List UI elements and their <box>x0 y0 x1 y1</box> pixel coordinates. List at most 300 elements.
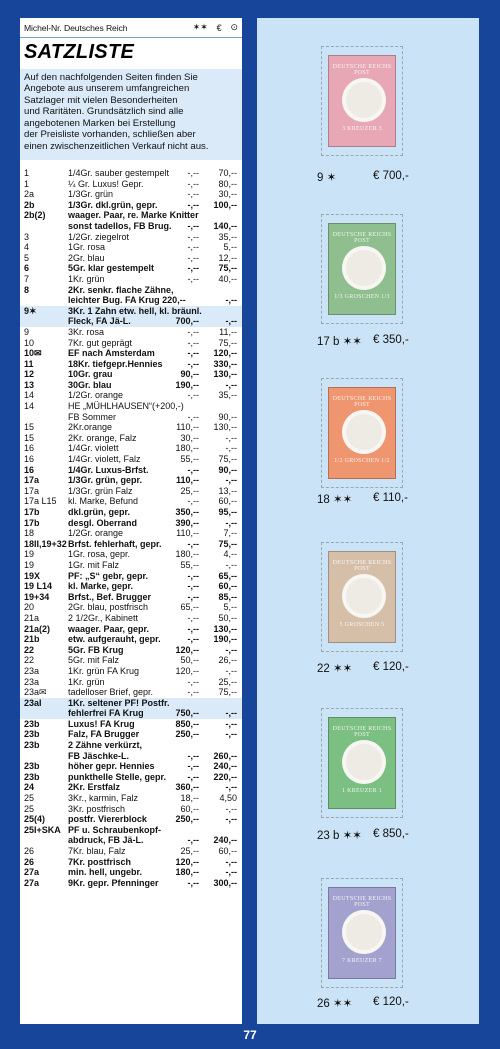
table-row <box>20 793 242 804</box>
table-row <box>20 179 242 190</box>
used-price: -,-- <box>225 432 237 443</box>
item-description: min. hell, ungebr. <box>68 867 143 878</box>
table-row <box>20 327 242 338</box>
item-description: 7Kr. postfrisch <box>68 856 132 867</box>
table-row <box>20 263 242 274</box>
used-price: 11,-- <box>219 326 237 337</box>
used-price: 70,-- <box>218 168 237 178</box>
used-price: 90,-- <box>218 411 237 422</box>
table-row <box>20 624 242 635</box>
table-row <box>20 369 242 380</box>
table-row <box>20 401 242 412</box>
intro-line: einen zwischenzeitlichen Verkauf nicht aus. <box>24 140 209 152</box>
used-price: 40,-- <box>218 273 237 284</box>
used-price: 65,-- <box>218 570 237 581</box>
stamp-image <box>321 214 403 324</box>
item-description: 3Kr. 1 Zahn etw. hell, kl. bräunl. <box>68 305 202 316</box>
used-price: -,-- <box>225 665 237 676</box>
table-row <box>20 306 242 317</box>
mint-price: -,-- <box>187 771 199 782</box>
table-row <box>20 390 242 401</box>
used-price: 7,-- <box>223 528 237 539</box>
item-description: 1/4Gr. Luxus-Brfst. <box>68 464 149 475</box>
item-description: 1Gr. rosa, gepr. <box>68 549 131 560</box>
mint-price: 700,-- <box>175 316 199 327</box>
item-number: 22 <box>24 644 35 655</box>
item-number: 14 <box>24 390 35 401</box>
used-price: -,-- <box>225 443 237 454</box>
mint-price: -,-- <box>187 496 199 507</box>
used-price: -,-- <box>225 729 237 740</box>
mint-price: -,-- <box>187 231 199 242</box>
item-description: 7Kr. gut geprägt <box>68 337 133 348</box>
mint-price: -,-- <box>187 220 199 231</box>
used-price: 35,-- <box>218 231 237 242</box>
item-number: 23a✉ <box>24 687 47 698</box>
item-description: 1/4Gr. violett, Falz <box>68 454 141 465</box>
page-title: SATZLISTE <box>24 41 135 63</box>
mint-price: -,-- <box>187 337 199 348</box>
euro-icon: € <box>216 22 222 33</box>
item-number: 26 <box>24 846 35 856</box>
item-description: höher gepr. Hennies <box>68 761 155 772</box>
table-row <box>20 751 242 762</box>
mint-price: 850,-- <box>175 718 199 729</box>
used-price: 13,-- <box>218 485 237 496</box>
mint-price: -,-- <box>187 242 199 253</box>
mint-price: -,-- <box>187 623 199 634</box>
item-number: 4 <box>24 242 30 253</box>
table-row <box>20 528 242 539</box>
mint-price: 110,-- <box>176 422 199 433</box>
table-row <box>20 285 242 296</box>
table-row <box>20 581 242 592</box>
mint-price: 55,-- <box>180 454 199 465</box>
used-price: -,-- <box>225 718 237 729</box>
table-row <box>20 708 242 719</box>
used-price: 5,-- <box>223 602 237 613</box>
item-number: 12 <box>24 369 35 380</box>
used-price: 130,-- <box>213 369 237 380</box>
embossed-eagle-oval <box>342 910 386 954</box>
item-description: Fleck, FA Jä-L. <box>68 316 131 327</box>
item-number: 19X <box>24 570 41 581</box>
item-number: 13 <box>24 379 35 390</box>
table-row <box>20 253 242 264</box>
table-row <box>20 867 242 878</box>
item-description: 5Gr. klar gestempelt <box>68 263 155 274</box>
item-number: 1 <box>24 168 30 178</box>
mint-price: -,-- <box>187 168 199 178</box>
item-number: 21a <box>24 612 40 623</box>
item-description: kl. Marke, gepr. <box>68 581 134 592</box>
mint-price: -,-- <box>187 189 199 200</box>
item-number: 15 <box>24 432 35 443</box>
item-description: punkthelle Stelle, gepr. <box>68 771 167 782</box>
item-number: 17a <box>24 485 40 496</box>
used-price: -,-- <box>225 295 237 306</box>
table-row <box>20 666 242 677</box>
stamp-catalog-number: 17 b ✶✶ <box>317 336 362 348</box>
used-price: 60,-- <box>218 846 237 856</box>
used-price: -,-- <box>225 856 237 867</box>
stamp-catalog-number: 22 ✶✶ <box>317 663 353 675</box>
item-description: postfr. Viererblock <box>68 814 147 825</box>
stamp-inscription: DEUTSCHE REICHS POST <box>332 560 392 572</box>
item-description: 5Gr. FB Krug <box>68 644 124 655</box>
table-row <box>20 539 242 550</box>
stamp-inscription: DEUTSCHE REICHS POST <box>332 726 392 738</box>
used-price: 75,-- <box>218 538 237 549</box>
table-row <box>20 835 242 846</box>
item-number: 19 L14 <box>24 581 53 592</box>
stamp-price: € 120,- <box>373 996 409 1008</box>
item-number: 21b <box>24 634 40 645</box>
table-row <box>20 221 242 232</box>
used-price: 60,-- <box>218 581 237 592</box>
item-description: 1Gr. rosa <box>68 242 106 253</box>
item-description: 2Kr. senkr. flache Zähne, <box>68 284 174 295</box>
item-description: abdruck, FB Jä-L. <box>68 835 144 846</box>
item-description: 2Gr. blau <box>68 252 105 263</box>
stamp-catalog-number: 18 ✶✶ <box>317 494 353 506</box>
stamp-image <box>321 46 403 156</box>
item-number: 26 <box>24 856 35 867</box>
intro-line: Satzlager mit vielen Besonderheiten <box>24 94 178 106</box>
table-row <box>20 782 242 793</box>
item-number: 18II,19+32 <box>24 538 67 549</box>
item-number: 22 <box>24 655 35 666</box>
intro-line: angebotenen Marken bei Erstellung <box>24 117 176 129</box>
table-row <box>20 496 242 507</box>
mint-price: 750,-- <box>175 708 199 719</box>
table-row <box>20 655 242 666</box>
item-description: 1/4Gr. sauber gestempelt <box>68 168 170 178</box>
mint-price: -,-- <box>187 761 199 772</box>
item-number: 16 <box>24 454 35 465</box>
table-row <box>20 804 242 815</box>
used-price: 75,-- <box>218 263 237 274</box>
stamp-face <box>328 551 396 643</box>
item-number: 21a(2) <box>24 623 51 634</box>
used-price: 90,-- <box>218 464 237 475</box>
intro-line: Angebote aus unserem umfangreichen <box>24 83 190 95</box>
used-price: 25,-- <box>218 676 237 687</box>
stamp-denomination: 3 KREUZER 3 <box>342 126 382 132</box>
item-number: 17b <box>24 517 40 528</box>
table-row <box>20 857 242 868</box>
item-number: 23b <box>24 740 40 751</box>
price-list-panel <box>20 18 242 1024</box>
stamp-catalog-number: 26 ✶✶ <box>317 998 353 1010</box>
item-number: 23aI <box>24 697 42 708</box>
item-number: 25 <box>24 803 35 814</box>
item-number: 8 <box>24 284 30 295</box>
mint-price: -,-- <box>187 348 199 359</box>
mint-price: -,-- <box>187 634 199 645</box>
item-description: 1/3Gr. dkl.grün, gepr. <box>68 199 158 210</box>
stamp-image <box>321 878 403 988</box>
used-price: 130,-- <box>213 422 237 433</box>
used-price: -,-- <box>225 379 237 390</box>
mint-price: 250,-- <box>175 729 199 740</box>
stamp-face <box>328 55 396 147</box>
item-number: 7 <box>24 273 30 284</box>
item-number: 9✶ <box>24 305 37 316</box>
item-description: kl. Marke, Befund <box>68 496 139 507</box>
embossed-eagle-oval <box>342 410 386 454</box>
used-price: 75,-- <box>218 687 237 698</box>
table-row <box>20 359 242 370</box>
table-row <box>20 602 242 613</box>
item-number: 14 <box>24 401 35 412</box>
mint-price: -,-- <box>187 835 199 846</box>
item-number: 23b <box>24 761 40 772</box>
table-row <box>20 242 242 253</box>
mint-price: 120,-- <box>175 644 199 655</box>
item-description: 1/3Gr. grün Falz <box>68 485 133 496</box>
stamp-face <box>328 717 396 809</box>
mint-price: 180,-- <box>175 867 199 878</box>
item-number: 19+34 <box>24 591 50 602</box>
item-number: 10✉ <box>24 348 42 359</box>
item-number: 27a <box>24 867 40 878</box>
table-row <box>20 878 242 889</box>
mint-price: -,-- <box>187 358 199 369</box>
table-row <box>20 592 242 603</box>
item-description: 1Gr. mit Falz <box>68 559 120 570</box>
used-price: 4,50 <box>219 793 237 804</box>
intro-line: Auf den nachfolgenden Seiten finden Sie <box>24 72 198 83</box>
used-price: 300,-- <box>213 877 237 888</box>
table-row <box>20 825 242 836</box>
table-row <box>20 677 242 688</box>
used-price: -,-- <box>225 867 237 878</box>
item-description: waager. Paar, gepr. <box>68 623 150 634</box>
mint-price: -,-- <box>187 411 199 422</box>
mint-price: -,-- <box>187 273 199 284</box>
item-description: 1/3Gr. grün <box>68 189 114 200</box>
item-description: 2Kr. Erstfalz <box>68 782 121 793</box>
table-row <box>20 613 242 624</box>
item-description: 1Kr. seltener PF! Postfr. <box>68 697 170 708</box>
item-description: 1/2Gr. ziegelrot <box>68 231 130 242</box>
table-row <box>20 200 242 211</box>
table-row <box>20 189 242 200</box>
item-description: Brfst., Bef. Brugger <box>68 591 152 602</box>
item-description: 3Kr. rosa <box>68 326 105 337</box>
item-number: 10 <box>24 337 35 348</box>
item-number: 19 <box>24 549 35 560</box>
item-description: 7Kr. blau, Falz <box>68 846 126 856</box>
item-number: 2b(2) <box>24 210 46 221</box>
mint-price: -,-- <box>187 676 199 687</box>
used-price: 4,-- <box>223 549 237 560</box>
table-row <box>20 295 242 306</box>
table-row <box>20 412 242 423</box>
mint-price: 30,-- <box>180 432 199 443</box>
catalog-heading: Michel-Nr. Deutsches Reich <box>24 22 128 33</box>
stamp-denomination: 1/3 GROSCHEN 1/3 <box>334 294 390 300</box>
mint-price: -,-- <box>187 687 199 698</box>
item-number: 6 <box>24 263 30 274</box>
stamp-image <box>321 708 403 818</box>
item-number: 16 <box>24 464 35 475</box>
table-row <box>20 687 242 698</box>
item-description: 9Kr. gepr. Pfenninger <box>68 877 159 888</box>
mint-price: 50,-- <box>180 655 199 666</box>
item-description: 1/2Gr. orange <box>68 390 124 401</box>
embossed-eagle-oval <box>342 740 386 784</box>
mint-price: 120,-- <box>175 665 199 676</box>
item-number: 23a <box>24 665 40 676</box>
table-row <box>20 232 242 243</box>
table-row <box>20 465 242 476</box>
stamp-inscription: DEUTSCHE REICHS POST <box>332 896 392 908</box>
item-description: PF: „S“ gebr, gepr. <box>68 570 149 581</box>
item-description: dkl.grün, gepr. <box>68 507 131 517</box>
used-price: -,-- <box>225 814 237 825</box>
stamp-catalog-number: 23 b ✶✶ <box>317 830 362 842</box>
item-description: 30Gr. blau <box>68 379 112 390</box>
table-row <box>20 560 242 571</box>
used-price: 5,-- <box>223 242 237 253</box>
mint-price: -,-- <box>187 581 199 592</box>
item-description: etw. aufgerauht, gepr. <box>68 634 161 645</box>
item-description: 10Gr. grau <box>68 369 113 380</box>
item-description: 1Kr. grün FA Krug <box>68 665 140 676</box>
used-price: -,-- <box>225 708 237 719</box>
mint-price: 90,-- <box>180 369 199 380</box>
intro-line: und Raritäten. Grundsätzlich sind alle <box>24 106 184 118</box>
table-row <box>20 475 242 486</box>
item-number: 17b <box>24 507 40 517</box>
table-row <box>20 210 242 221</box>
mint-price: -,-- <box>187 877 199 888</box>
used-price: -,-- <box>225 475 237 486</box>
mint-price: 110,-- <box>176 528 199 539</box>
table-row <box>20 348 242 359</box>
item-number: 3 <box>24 231 30 242</box>
item-number: 24 <box>24 782 35 793</box>
used-price: 85,-- <box>218 591 237 602</box>
used-price: -,-- <box>225 559 237 570</box>
embossed-eagle-oval <box>342 246 386 290</box>
table-row <box>20 740 242 751</box>
mint-price: -,-- <box>187 464 199 475</box>
used-price: 95,-- <box>218 507 237 517</box>
mint-price: -,-- <box>187 570 199 581</box>
item-number: 11 <box>24 358 34 369</box>
table-row <box>20 814 242 825</box>
mint-price: 65,-- <box>180 602 199 613</box>
stamp-face <box>328 887 396 979</box>
item-description: waager. Paar, re. Marke Knitter <box>68 210 199 221</box>
mint-price: -,-- <box>187 263 199 274</box>
used-price: 80,-- <box>218 178 237 189</box>
mint-price: 190,-- <box>175 379 199 390</box>
item-description: tadelloser Brief, gepr. <box>68 687 154 698</box>
stamp-catalog-number: 9 ✶ <box>317 172 337 184</box>
stamp-price: € 350,- <box>373 334 409 346</box>
used-price: -,-- <box>225 644 237 655</box>
used-postmark-icon: ⊙ <box>230 22 238 32</box>
mint-price: -,-- <box>187 538 199 549</box>
used-price: -,-- <box>225 316 237 327</box>
stamp-denomination: 5 GROSCHEN 5 <box>339 622 385 628</box>
item-description: 1/4Gr. violett <box>68 443 119 454</box>
item-number: 5 <box>24 252 30 263</box>
item-description: leichter Bug. FA Krug 220,-- <box>68 295 186 306</box>
item-description: Luxus! FA Krug <box>68 718 135 729</box>
item-number: 25(4) <box>24 814 46 825</box>
mint-price: 390,-- <box>175 517 199 528</box>
mint-price: -,-- <box>187 750 199 761</box>
item-description: HE „MÜHLHAUSEN“(+200,-) <box>68 401 184 412</box>
item-description: 5Gr. mit Falz <box>68 655 120 666</box>
mint-price: 60,-- <box>180 803 199 814</box>
mint-price: 250,-- <box>175 814 199 825</box>
item-description: Brfst. fehlerhaft, gepr. <box>68 538 162 549</box>
item-description: 1Kr. grün <box>68 676 105 687</box>
item-description: 3Kr., karmin, Falz <box>68 793 139 804</box>
stamp-inscription: DEUTSCHE REICHS POST <box>332 232 392 244</box>
mint-price: -,-- <box>187 252 199 263</box>
table-row <box>20 729 242 740</box>
used-price: 35,-- <box>218 390 237 401</box>
item-description: 2Gr. blau, postfrisch <box>68 602 149 613</box>
item-description: 2Kr. orange, Falz <box>68 432 137 443</box>
used-price: -,-- <box>225 782 237 793</box>
table-row <box>20 518 242 529</box>
item-number: 20 <box>24 602 35 613</box>
used-price: 50,-- <box>218 612 237 623</box>
used-price: 100,-- <box>213 199 237 210</box>
table-row <box>20 422 242 433</box>
used-price: 260,-- <box>213 750 237 761</box>
table-row <box>20 486 242 497</box>
item-number: 16 <box>24 443 35 454</box>
item-description: desgl. Oberrand <box>68 517 138 528</box>
used-price: 330,-- <box>213 358 237 369</box>
used-price: 60,-- <box>218 496 237 507</box>
mint-price: 18,-- <box>180 793 199 804</box>
item-number: 23b <box>24 729 40 740</box>
mint-price: 110,-- <box>175 475 199 486</box>
item-description: fehlerfrei FA Krug <box>68 708 144 719</box>
item-description: PF u. Schraubenkopf- <box>68 824 162 835</box>
table-row <box>20 443 242 454</box>
item-number: 17a <box>24 475 40 486</box>
stamp-denomination: 7 KREUZER 7 <box>342 958 382 964</box>
price-table <box>20 168 242 888</box>
stamp-inscription: DEUTSCHE REICHS POST <box>332 396 392 408</box>
item-description: 18Kr. tiefgepr.Hennies <box>68 358 163 369</box>
item-number: 23b <box>24 771 40 782</box>
item-number: 19 <box>24 559 35 570</box>
used-price: 220,-- <box>213 771 237 782</box>
item-number: 2b <box>24 199 35 210</box>
item-description: EF nach Amsterdam <box>68 348 155 359</box>
mint-price: -,-- <box>187 591 199 602</box>
table-row <box>20 454 242 465</box>
item-number: 9 <box>24 326 30 337</box>
table-row <box>20 549 242 560</box>
mint-price: -,-- <box>187 199 199 210</box>
item-number: 25 <box>24 793 35 804</box>
table-row <box>20 761 242 772</box>
stamp-image <box>321 542 403 652</box>
